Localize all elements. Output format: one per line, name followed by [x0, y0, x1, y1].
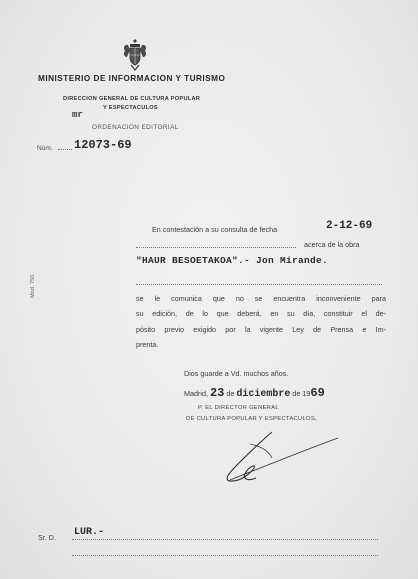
consulta-date: 2-12-69: [326, 220, 373, 232]
paragraph-line: prenta.: [136, 340, 159, 350]
number-label: Núm.: [37, 145, 53, 152]
body-paragraph: [136, 291, 386, 353]
dotted-line: [72, 539, 378, 540]
consulta-text: En contestación a su consulta de fecha: [152, 225, 278, 234]
direction-line-2: Y ESPECTACULOS: [103, 105, 158, 111]
recipient-label: Sr. D.: [38, 533, 56, 542]
dotted-line: [136, 284, 382, 285]
place: Madrid,: [184, 389, 208, 398]
direction-line-1: DIRECCION GENERAL DE CULTURA POPULAR: [63, 96, 201, 102]
date-day: 23: [209, 386, 225, 400]
greeting: Dios guarde a Vd. muchos años.: [184, 369, 289, 378]
dotted-line: [136, 247, 296, 248]
signer-title-2: DE CULTURA POPULAR Y ESPECTACULOS,: [186, 416, 317, 422]
date-month: diciembre: [236, 389, 291, 400]
recipient-name: LUR.-: [74, 527, 105, 538]
handwritten-signature: [210, 428, 340, 488]
date-de: de: [226, 389, 235, 398]
date-year: 69: [310, 386, 325, 400]
department-label: ORDENACION EDITORIAL: [92, 124, 179, 131]
typist-initials: mr: [72, 110, 83, 120]
place-and-date: [184, 386, 325, 400]
acerca-text: acerca de la obra: [304, 240, 360, 249]
number-dotted-line: [58, 149, 72, 150]
signer-title-1: P. EL DIRECTOR GENERAL: [198, 405, 279, 411]
work-title: "HAUR BESOETAKOA".- Jon Mirande.: [136, 255, 329, 266]
file-number: 12073-69: [74, 138, 132, 152]
paragraph-line: se le comunica que no se encuentra inconveniente para: [136, 294, 386, 303]
coat-of-arms-icon: [122, 38, 148, 72]
ministry-heading: MINISTERIO DE INFORMACION Y TURISMO: [38, 74, 226, 83]
paragraph-line: su edición, de lo que deberá, en su día, constituir el de-: [136, 309, 386, 319]
form-model-code: Mod. 750: [30, 274, 36, 298]
date-de-19: de 19: [292, 389, 311, 398]
paragraph-line: pósito previo exigido por la vigente Ley de Prensa e Im-: [136, 324, 386, 334]
dotted-line: [72, 555, 378, 556]
